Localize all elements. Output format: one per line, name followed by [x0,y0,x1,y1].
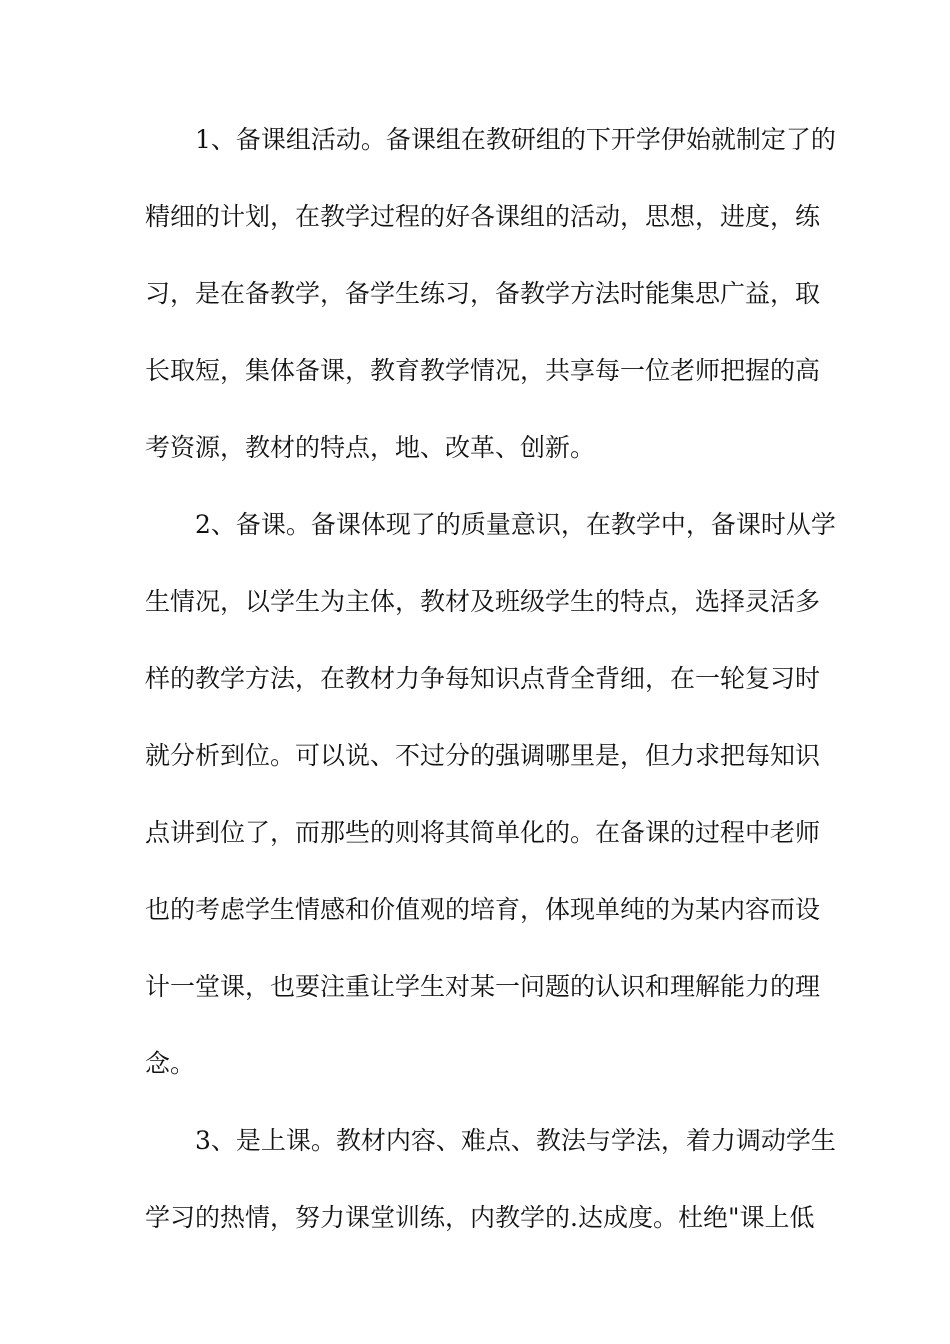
paragraph-line: 2、备课。备课体现了的质量意识，在教学中，备课时从学 [195,510,836,539]
paragraph-line: 1、备课组活动。备课组在教研组的下开学伊始就制定了的 [195,125,836,154]
paragraph-line: 长取短，集体备课，教育教学情况，共享每一位老师把握的高 [145,356,821,385]
paragraph-3 [145,1126,836,1232]
paragraph-line: 也的考虑学生情感和价值观的培育，体现单纯的为某内容而设 [145,895,821,924]
paragraph-line: 就分析到位。可以说、不过分的强调哪里是，但力求把每知识 [145,741,821,770]
paragraph-line: 习，是在备教学，备学生练习，备教学方法时能集思广益，取 [145,279,821,308]
paragraph-line: 精细的计划，在教学过程的好各课组的活动，思想，进度，练 [145,202,821,231]
document-body [145,125,836,1282]
paragraph-line: 考资源，教材的特点，地、改革、创新。 [145,433,596,462]
paragraph-line: 样的教学方法，在教材力争每知识点背全背细，在一轮复习时 [145,664,821,693]
paragraph-line: 念。 [145,1049,196,1078]
paragraph-2 [145,510,836,1078]
paragraph-line: 学习的热情，努力课堂训练，内教学的.达成度。杜绝"课上低 [145,1203,815,1232]
paragraph-line: 点讲到位了，而那些的则将其简单化的。在备课的过程中老师 [145,818,821,847]
paragraph-line: 3、是上课。教材内容、难点、教法与学法，着力调动学生 [195,1126,836,1155]
paragraph-line: 生情况，以学生为主体，教材及班级学生的特点，选择灵活多 [145,587,821,616]
paragraph-line: 计一堂课，也要注重让学生对某一问题的认识和理解能力的理 [145,972,821,1001]
paragraph-1 [145,125,836,462]
